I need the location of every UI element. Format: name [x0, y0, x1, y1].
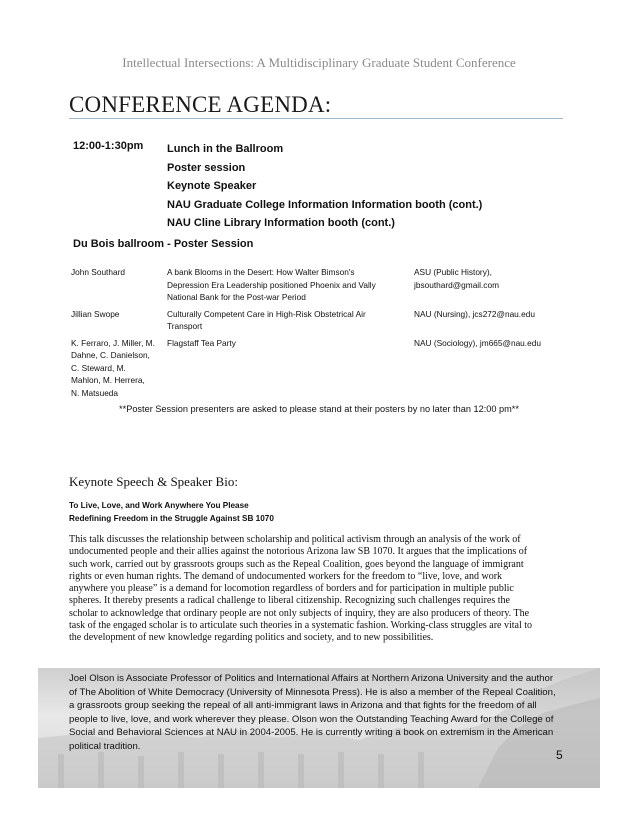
agenda-item: Keynote Speaker	[167, 180, 257, 192]
presenter-name: Mahlon, M. Herrera,	[71, 375, 145, 385]
keynote-abstract	[69, 534, 561, 645]
bio-line: Joel Olson is Associate Professor of Politics and International Affairs at Northern Arizona University and the author	[69, 673, 554, 684]
poster-session-note: **Poster Session presenters are asked to please stand at their posters by no later than 12:00 pm**	[119, 404, 519, 414]
presenter-name: Jillian Swope	[71, 308, 120, 319]
agenda-heading: CONFERENCE AGENDA:	[69, 92, 332, 117]
affiliation-cell	[414, 308, 564, 337]
affiliation-line: ASU (Public History),	[414, 267, 492, 277]
bio-line: Social and Behavioral Sciences at NAU in 2004-2005. He is currently writing a book on extremism in the American	[69, 727, 554, 738]
affiliation-line: NAU (Nursing), jcs272@nau.edu	[414, 308, 535, 319]
poster-title-cell	[167, 337, 414, 404]
presenter-name: C. Steward, M.	[71, 362, 126, 373]
abstract-line: such work, carried out by grassroots groups such as the Repeal Coalition, goes beyond the language of immigrant	[69, 558, 524, 570]
poster-session-heading: Du Bois ballroom - Poster Session	[73, 238, 254, 250]
affiliation-line: jbsouthard@gmail.com	[414, 279, 499, 290]
agenda-items	[167, 140, 482, 233]
running-header: Intellectual Intersections: A Multidisciplinary Graduate Student Conference	[122, 55, 516, 70]
agenda-item: Lunch in the Ballroom	[167, 143, 284, 155]
talk-title-line: Redefining Freedom in the Struggle Against SB 1070	[69, 514, 274, 523]
abstract-line: This talk discusses the relationship between scholarship and political activism through an analysis of the work of	[69, 534, 521, 545]
poster-presenters-table	[71, 266, 564, 403]
page-number: 5	[556, 748, 563, 762]
abstract-line: anywhere you please” is a demand for locomotion regardless of borders and for participation in multiple public	[69, 583, 514, 595]
agenda-item: NAU Graduate College Information Information booth (cont.)	[167, 198, 483, 211]
bio-line: of The Abolition of White Democracy (University of Minnesota Press). He is also a member of the Repeal Coalition,	[69, 686, 556, 698]
affiliation-cell	[414, 266, 564, 308]
poster-title-cell	[167, 266, 414, 308]
poster-title-line: National Bank for the Post-war Period	[167, 292, 306, 302]
keynote-heading: Keynote Speech & Speaker Bio:	[69, 474, 238, 489]
table-row	[71, 337, 564, 404]
presenter-name: K. Ferraro, J. Miller, M.	[71, 337, 155, 348]
affiliation-line: NAU (Sociology), jm665@nau.edu	[414, 337, 541, 348]
presenter-name: N. Matsueda	[71, 387, 119, 398]
poster-title-line: A bank Blooms in the Desert: How Walter Bimson's	[167, 267, 355, 277]
agenda-time: 12:00-1:30pm	[73, 140, 144, 152]
abstract-line: scholar to acknowledge that ordinary people are not only subjects of inquiry, they are also producers of theory. The	[69, 607, 530, 619]
presenter-name: John Southard	[71, 267, 125, 277]
poster-title-line: Transport	[167, 321, 203, 331]
presenter-name: Dahne, C. Danielson,	[71, 350, 150, 360]
abstract-line: undocumented people and their allies against the notorious Arizona law SB 1070. It argues that the implications of	[69, 546, 528, 558]
bio-line: a grassroots group seeking the repeal of all anti-immigrant laws in Arizona and that fights for the freedom of all	[69, 700, 537, 711]
bio-line: people to live, love, and work wherever they please. Olson won the Outstanding Teaching Award for the College of	[69, 713, 554, 725]
poster-title-cell	[167, 308, 414, 337]
abstract-line: task of the engaged scholar is to articulate such theories in a systematic fashion. Working-class struggles are vital to	[69, 620, 533, 632]
poster-title-line: Depression Era Leadership positioned Phoenix and Vally	[167, 279, 376, 290]
table-row	[71, 308, 564, 337]
presenter-cell	[71, 337, 167, 404]
poster-title-line: Culturally Competent Care in High-Risk Obstetrical Air	[167, 308, 366, 319]
affiliation-cell	[414, 337, 564, 404]
presenter-cell	[71, 266, 167, 308]
keynote-talk-title	[69, 499, 274, 525]
presenter-cell	[71, 308, 167, 337]
heading-divider	[69, 118, 563, 119]
talk-title-line: To Live, Love, and Work Anywhere You Please	[69, 501, 249, 510]
abstract-line: the development of new knowledge regarding politics and society, and to new possibilities.	[69, 632, 434, 644]
bio-line: political tradition.	[69, 740, 141, 752]
agenda-item: Poster session	[167, 161, 246, 174]
poster-title-line: Flagstaff Tea Party	[167, 337, 236, 348]
speaker-bio	[69, 672, 563, 753]
abstract-line: spheres. It thereby presents a radical challenge to liberal citizenship. Recognizing such challenges requires the	[69, 595, 510, 607]
abstract-line: rights or even human rights. The demand of undocumented workers for the freedom to “live, love, and work	[69, 570, 503, 582]
agenda-item: NAU Cline Library Information booth (cont.)	[167, 217, 395, 229]
table-row	[71, 266, 564, 308]
